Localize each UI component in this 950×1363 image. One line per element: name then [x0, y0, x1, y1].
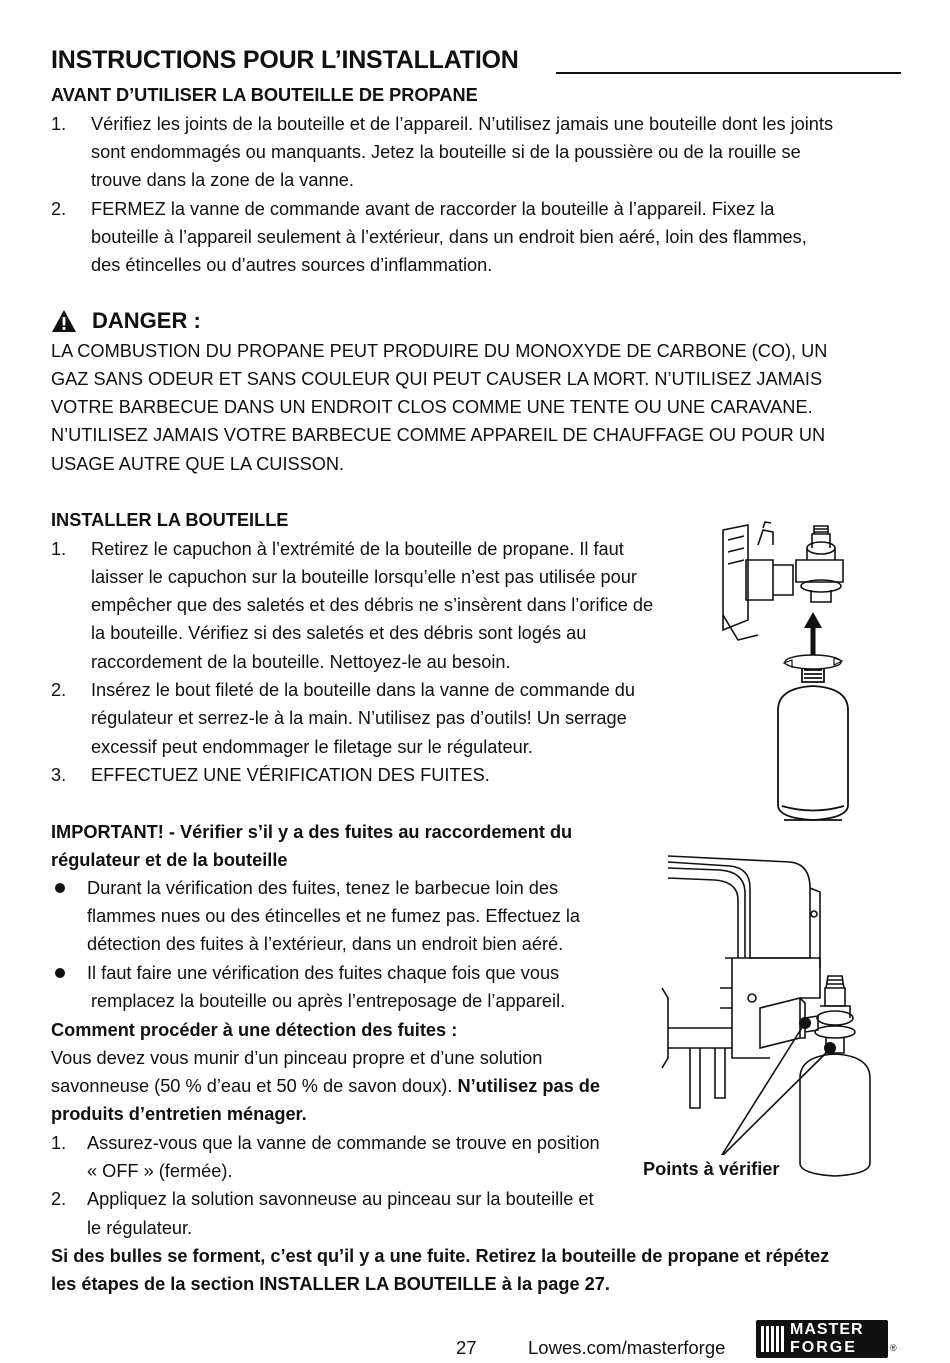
cylinder-connection-illustration [718, 520, 908, 830]
section-heading-install-cylinder: INSTALLER LA BOUTEILLE [51, 510, 289, 530]
figure-label-check-points: Points à vérifier [641, 1155, 781, 1183]
title-underline [556, 72, 901, 74]
bullet-line: flammes nues ou des étincelles et ne fumez pas. Effectuez la [87, 906, 581, 926]
list-number: 2. [51, 680, 67, 700]
warning-triangle-icon [51, 309, 77, 333]
logo-text-bottom: FORGE [790, 1339, 857, 1356]
leak-check-illustration [660, 848, 900, 1178]
bullet-line: remplacez la bouteille ou après l’entreposage de l’appareil. [91, 991, 566, 1011]
final-warning-line: Si des bulles se forment, c’est qu’il y a une fuite. Retirez la bouteille de propane et répétez [51, 1246, 830, 1266]
logo-text-top: MASTER [790, 1321, 864, 1338]
list-item-line: régulateur et serrez-le à la main. N’utilisez pas d’outils! Un serrage [91, 708, 627, 728]
danger-text-line: GAZ SANS ODEUR ET SANS COULEUR QUI PEUT CAUSER LA MORT. N’UTILISEZ JAMAIS [51, 369, 823, 389]
list-item-line: Assurez-vous que la vanne de commande se trouve en position [87, 1133, 600, 1153]
list-item-line: EFFECTUEZ UNE VÉRIFICATION DES FUITES. [91, 765, 490, 785]
bullet-line: détection des fuites à l’extérieur, dans un endroit bien aéré. [87, 934, 564, 954]
danger-text-line: N’UTILISEZ JAMAIS VOTRE BARBECUE COMME APPAREIL DE CHAUFFAGE OU POUR UN [51, 425, 826, 445]
list-item-line: laisser le capuchon sur la bouteille lorsqu’elle n’est pas utilisée pour [91, 567, 637, 587]
list-item-line: raccordement de la bouteille. Nettoyez-le au besoin. [91, 652, 511, 672]
list-item-line: Retirez le capuchon à l’extrémité de la bouteille de propane. Il faut [91, 539, 624, 559]
footer-website: Lowes.com/masterforge [528, 1337, 726, 1358]
list-number: 1. [51, 539, 67, 559]
list-item-line: la bouteille. Vérifiez si des saletés et des débris sont logés au [91, 623, 587, 643]
how-to-line-normal: savonneuse (50 % d’eau et 50 % de savon doux). [51, 1076, 458, 1096]
bullet-marker [55, 968, 65, 978]
bullet-line: Il faut faire une vérification des fuites chaque fois que vous [87, 963, 560, 983]
logo-grill-icon [760, 1324, 786, 1354]
page-title: INSTRUCTIONS POUR L’INSTALLATION [51, 46, 519, 74]
list-item-line: Vérifiez les joints de la bouteille et de l’appareil. N’utilisez jamais une bouteille dont les joints [91, 114, 834, 134]
list-number: 1. [51, 114, 67, 134]
page-number: 27 [456, 1337, 477, 1358]
final-warning-line: les étapes de la section INSTALLER LA BOUTEILLE à la page 27. [51, 1274, 610, 1294]
danger-text-line: USAGE AUTRE QUE LA CUISSON. [51, 454, 345, 474]
list-item-line: Insérez le bout fileté de la bouteille dans la vanne de commande du [91, 680, 635, 700]
bullet-marker [55, 883, 65, 893]
danger-label: DANGER : [92, 308, 201, 333]
danger-text-line: VOTRE BARBECUE DANS UN ENDROIT CLOS COMME UNE TENTE OU UNE CARAVANE. [51, 397, 813, 417]
danger-text-line: LA COMBUSTION DU PROPANE PEUT PRODUIRE DU MONOXYDE DE CARBONE (CO), UN [51, 341, 828, 361]
how-to-line-bold: N’utilisez pas de [457, 1076, 600, 1096]
how-to-line: Vous devez vous munir d’un pinceau propre et d’une solution [51, 1048, 543, 1068]
list-number: 1. [51, 1133, 67, 1153]
list-item-line: des étincelles ou d’autres sources d’inflammation. [91, 255, 493, 275]
list-item-line: trouve dans la zone de la vanne. [91, 170, 354, 190]
how-to-heading: Comment procéder à une détection des fuites : [51, 1020, 458, 1040]
important-heading-line: régulateur et de la bouteille [51, 850, 288, 870]
list-item-line: empêcher que des saletés et des débris ne s’insèrent dans l’orifice de [91, 595, 654, 615]
list-item-line: FERMEZ la vanne de commande avant de raccorder la bouteille à l’appareil. Fixez la [91, 199, 775, 219]
list-item-line: le régulateur. [87, 1218, 193, 1238]
list-number: 3. [51, 765, 67, 785]
bullet-line: Durant la vérification des fuites, tenez le barbecue loin des [87, 878, 559, 898]
important-heading-line: IMPORTANT! - Vérifier s’il y a des fuites au raccordement du [51, 822, 573, 842]
section-heading-before-use: AVANT D’UTILISER LA BOUTEILLE DE PROPANE [51, 85, 478, 105]
list-item-line: Appliquez la solution savonneuse au pinceau sur la bouteille et [87, 1189, 594, 1209]
list-item-line: bouteille à l’appareil seulement à l’extérieur, dans un endroit bien aéré, loin des flammes, [91, 227, 807, 247]
how-to-line [51, 1072, 600, 1100]
masterforge-logo [756, 1320, 888, 1358]
list-number: 2. [51, 199, 67, 219]
list-number: 2. [51, 1189, 67, 1209]
registered-mark: ® [890, 1343, 897, 1353]
list-item-line: « OFF » (fermée). [87, 1161, 233, 1181]
how-to-line-bold: produits d’entretien ménager. [51, 1104, 307, 1124]
list-item-line: excessif peut endommager le filetage sur le régulateur. [91, 737, 533, 757]
list-item-line: sont endommagés ou manquants. Jetez la bouteille si de la poussière ou de la rouille se [91, 142, 801, 162]
